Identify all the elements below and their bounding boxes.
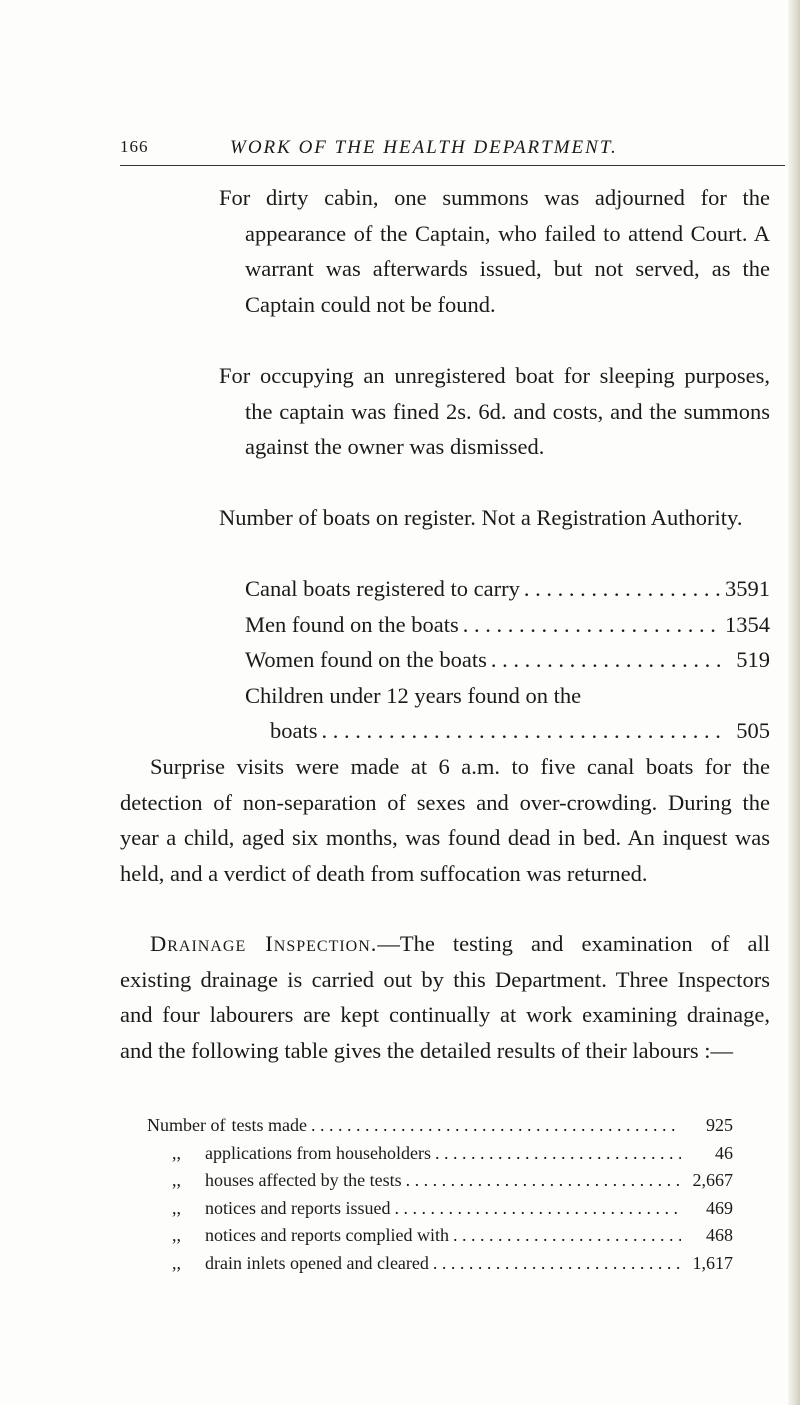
table-row [170,1167,733,1195]
stat-label: Women found on the boats [245,647,487,672]
stat-label: Canal boats registered to carry [245,576,520,601]
leader-dots [435,1140,681,1168]
paragraph-register-number: Number of boats on register. Not a Registration Authority. [219,505,743,530]
paragraph-drainage-inspection [120,926,770,1068]
stat-row [245,642,770,678]
row-value: 468 [706,1225,733,1245]
stat-row [270,713,770,749]
paragraph-dirty-cabin: For dirty cabin, one summons was adjourned for the appearance of the Captain, who failed to attend Court. A warrant was afterwards issued, but not served, as the Captain could not be found. [219,185,770,317]
ditto-mark: ,, [172,1253,181,1273]
leader-dots [322,713,727,749]
row-value: 1,617 [692,1253,733,1273]
row-value: 469 [706,1198,733,1218]
stat-value: 1354 [725,612,770,637]
paragraph-surprise-visits: Surprise visits were made at 6 a.m. to five canal boats for the detection of non-separation of sexes and over-crowding. During the year a child, aged six months, was found dead in bed. An inquest was held, and a verdict of death from suffocation was returned. [120,754,770,886]
table-row [170,1195,733,1223]
stat-row [245,571,770,607]
row-label: drain inlets opened and cleared [205,1253,429,1273]
drainage-text: —The testing and examination of all existing drainage is carried out by this Department. Three Inspectors and four labourers are kept continually at work examining drainage, and the following table gives the detailed results of their labours :— [120,931,770,1063]
stat-label: Children under 12 years found on the [245,683,582,708]
leader-dots [453,1222,681,1250]
row-label: applications from householders [205,1143,431,1163]
stat-label-continued: boats [270,718,318,743]
page-edge [788,0,800,1405]
table-row [147,1112,733,1140]
stat-row [245,607,770,643]
leader-dots [433,1250,681,1278]
leader-dots [463,607,721,643]
page-number: 166 [120,137,149,156]
ditto-mark: ,, [172,1225,181,1245]
leader-dots [406,1167,681,1195]
stat-value: 505 [736,718,770,743]
leader-dots [311,1112,681,1140]
row-label: notices and reports complied with [205,1225,449,1245]
row-value: 925 [706,1115,733,1135]
running-title: WORK OF THE HEALTH DEPARTMENT. [230,137,618,158]
leader-dots [524,571,721,607]
page-header [120,137,785,166]
row-label: notices and reports issued [205,1198,391,1218]
ditto-mark: ,, [172,1170,181,1190]
leader-dots [394,1195,681,1223]
stat-label: Men found on the boats [245,612,459,637]
ditto-mark: ,, [172,1198,181,1218]
paragraph-unregistered-boat: For occupying an unregistered boat for sleeping purposes, the captain was fined 2s. 6d. and costs, and the summons against the owner was dismissed. [219,363,770,459]
ditto-mark: ,, [172,1143,181,1163]
stat-value: 519 [736,647,770,672]
row-label: tests made [231,1115,307,1135]
leader-dots [491,642,726,678]
table-row [170,1250,733,1278]
row-value: 46 [715,1143,733,1163]
table-row [170,1222,733,1250]
section-heading: Drainage Inspection. [150,931,378,956]
table-row [170,1140,733,1168]
row-label: houses affected by the tests [205,1170,402,1190]
row-value: 2,667 [692,1170,733,1190]
row-prefix: Number of [147,1115,226,1135]
stat-value: 3591 [725,576,770,601]
